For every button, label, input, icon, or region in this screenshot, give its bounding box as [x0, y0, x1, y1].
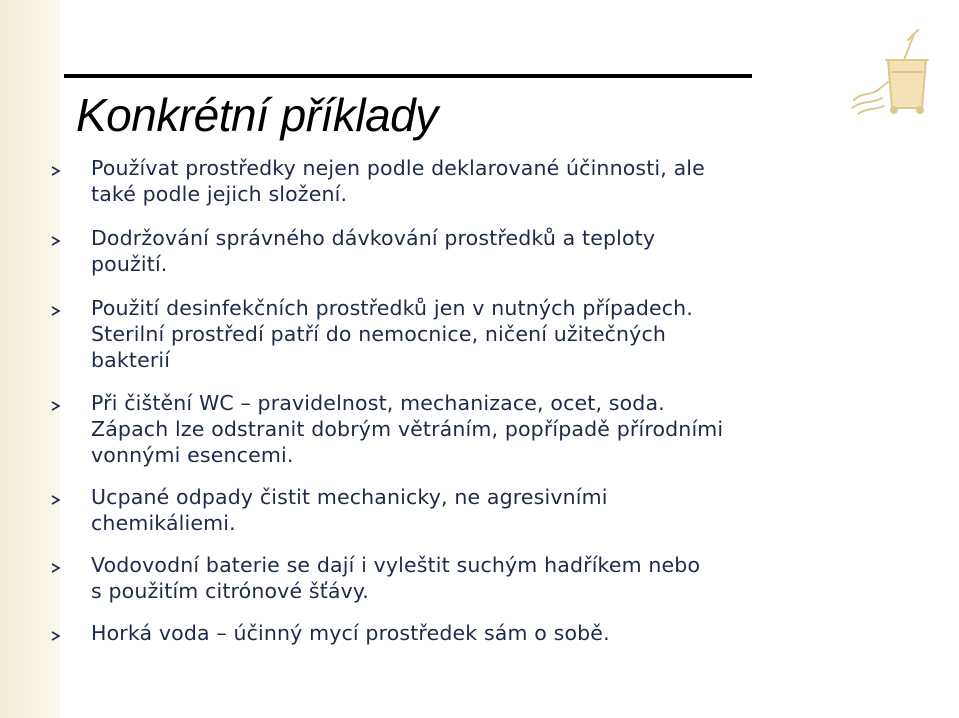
- bullet-line: bakterií: [91, 348, 171, 372]
- bullet-text: [91, 225, 911, 277]
- arrowhead-bullet-icon: [50, 400, 62, 412]
- bullet-line: Použití desinfekčních prostředků jen v nutných případech.: [91, 296, 693, 320]
- bullet-line: použití.: [91, 252, 168, 276]
- arrowhead-bullet-icon: [50, 562, 62, 574]
- bullet-line: také podle jejich složení.: [91, 182, 348, 206]
- bullet-text: [91, 552, 911, 604]
- bullet-line: Dodržování správného dávkování prostředků a teploty: [91, 226, 656, 250]
- arrowhead-bullet-icon: [50, 165, 62, 177]
- bullet-text: [91, 620, 911, 646]
- bullet-line: Zápach lze odstranit dobrým větráním, popřípadě přírodními: [91, 417, 724, 441]
- bullet-line: Sterilní prostředí patří do nemocnice, ničení užitečných: [91, 322, 667, 346]
- bullet-line: chemikáliemi.: [91, 511, 236, 535]
- slide-title: Konkrétní příklady: [76, 89, 438, 141]
- bullet-text: [91, 390, 911, 468]
- bullet-line: vonnými esencemi.: [91, 443, 294, 467]
- bullet-text: [91, 155, 911, 207]
- arrowhead-bullet-icon: [50, 305, 62, 317]
- arrowhead-bullet-icon: [50, 235, 62, 247]
- bullet-line: Vodovodní baterie se dají i vyleštit suchým hadříkem nebo: [91, 553, 701, 577]
- bullet-line: Ucpané odpady čistit mechanicky, ne agresivními: [91, 485, 608, 509]
- arrowhead-bullet-icon: [50, 494, 62, 506]
- bullet-line: Při čištění WC – pravidelnost, mechanizace, ocet, soda.: [91, 391, 665, 415]
- bullet-line: Horká voda – účinný mycí prostředek sám o sobě.: [91, 621, 610, 645]
- bullet-text: [91, 484, 911, 536]
- arrowhead-bullet-icon: [50, 630, 62, 642]
- bullet-line: Používat prostředky nejen podle deklarované účinnosti, ale: [91, 156, 705, 180]
- bullet-text: [91, 295, 911, 373]
- bullet-line: s použitím citrónové šťávy.: [91, 579, 369, 603]
